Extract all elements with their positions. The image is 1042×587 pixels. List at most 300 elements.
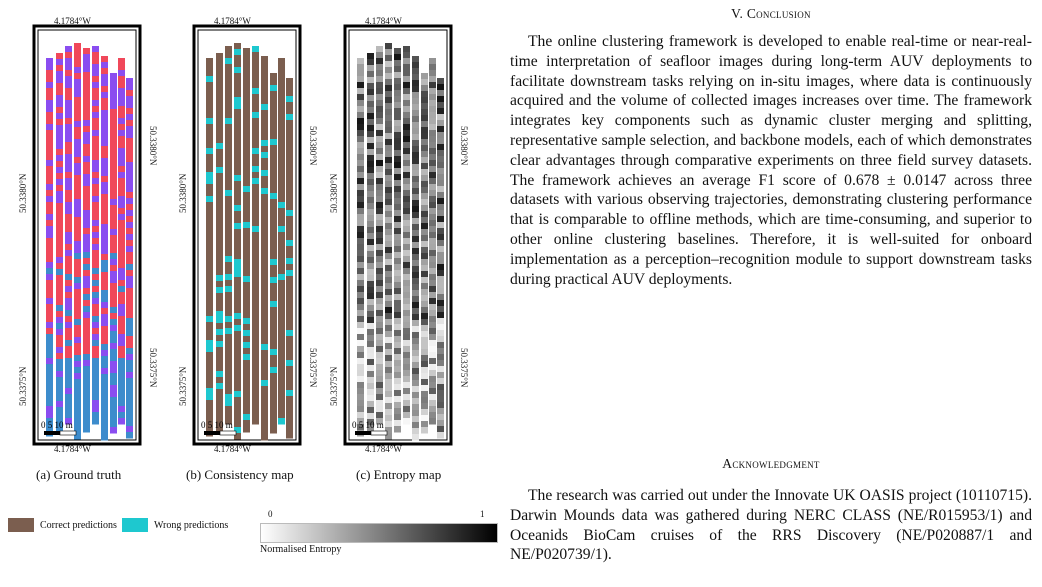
survey-track-cell [421, 127, 428, 134]
survey-track-cell [278, 184, 285, 191]
survey-track-cell [110, 421, 117, 428]
survey-track-cell [270, 241, 277, 248]
survey-track-cell [225, 298, 232, 305]
survey-track-cell [216, 371, 223, 378]
survey-track-cell [101, 188, 108, 195]
survey-track-cell [412, 170, 419, 177]
survey-track-cell [261, 272, 268, 279]
survey-track-cell [394, 126, 401, 133]
survey-track-cell [286, 78, 293, 85]
survey-track-cell [376, 316, 383, 323]
survey-track-cell [421, 181, 428, 188]
survey-track-cell [367, 401, 374, 408]
survey-track-cell [394, 162, 401, 169]
survey-track-cell [278, 376, 285, 383]
survey-track-cell [376, 292, 383, 299]
survey-track-cell [270, 325, 277, 332]
survey-track-cell [56, 335, 63, 342]
survey-track-cell [252, 268, 259, 275]
survey-track-cell [367, 317, 374, 324]
survey-track-cell [126, 258, 133, 265]
survey-track-cell [243, 360, 250, 367]
survey-track-cell [278, 340, 285, 347]
survey-track-cell [357, 334, 364, 341]
survey-track-cell [234, 205, 241, 212]
survey-track-cell [65, 328, 72, 335]
survey-track-cell [118, 106, 125, 113]
survey-track-cell [225, 196, 232, 203]
survey-track-cell [74, 295, 81, 302]
survey-track-cell [278, 100, 285, 107]
survey-track-cell [421, 385, 428, 392]
survey-track-cell [225, 100, 232, 107]
survey-track-cell [216, 107, 223, 114]
survey-track-cell [385, 367, 392, 374]
survey-track-cell [216, 251, 223, 258]
survey-track-cell [216, 161, 223, 168]
survey-track-cell [234, 409, 241, 416]
survey-track-cell [261, 152, 268, 159]
survey-track-cell [74, 379, 81, 386]
survey-track-cell [367, 359, 374, 366]
survey-track-cell [110, 109, 117, 116]
survey-track-cell [261, 212, 268, 219]
survey-track-cell [101, 422, 108, 429]
survey-track-cell [376, 124, 383, 131]
survey-track-cell [412, 416, 419, 423]
survey-track-cell [252, 58, 259, 65]
survey-track-cell [110, 403, 117, 410]
survey-track-cell [110, 157, 117, 164]
survey-track-cell [385, 301, 392, 308]
survey-track-cell [421, 151, 428, 158]
survey-track-cell [385, 115, 392, 122]
survey-track-cell [252, 76, 259, 83]
survey-track-cell [234, 397, 241, 404]
survey-track-cell [429, 364, 436, 371]
survey-track-cell [118, 166, 125, 173]
survey-track-cell [92, 364, 99, 371]
survey-track-cell [83, 360, 90, 367]
survey-track-cell [92, 58, 99, 65]
survey-track-cell [403, 112, 410, 119]
survey-track-cell [394, 222, 401, 229]
survey-track-cell [278, 304, 285, 311]
survey-track-cell [206, 214, 213, 221]
survey-track-cell [261, 62, 268, 69]
survey-track-cell [429, 160, 436, 167]
survey-track-cell [243, 120, 250, 127]
survey-track-cell [101, 92, 108, 99]
survey-track-cell [56, 257, 63, 264]
survey-track-cell [92, 106, 99, 113]
survey-track-cell [252, 328, 259, 335]
survey-track-cell [126, 198, 133, 205]
survey-track-cell [252, 310, 259, 317]
survey-track-cell [261, 260, 268, 267]
survey-track-cell [261, 170, 268, 177]
survey-track-cell [385, 79, 392, 86]
survey-track-cell [65, 202, 72, 209]
survey-track-cell [367, 227, 374, 234]
survey-track-cell [83, 246, 90, 253]
survey-track-cell [118, 316, 125, 323]
survey-track-cell [118, 58, 125, 65]
survey-track-cell [286, 114, 293, 121]
survey-track-cell [278, 406, 285, 413]
survey-track-cell [83, 366, 90, 373]
survey-track-cell [376, 406, 383, 413]
survey-track-cell [376, 382, 383, 389]
survey-track-cell [110, 307, 117, 314]
survey-track-cell [118, 376, 125, 383]
survey-track-cell [46, 322, 53, 329]
survey-track-cell [46, 112, 53, 119]
survey-track-cell [376, 214, 383, 221]
survey-track-cell [252, 154, 259, 161]
survey-track-cell [206, 334, 213, 341]
survey-track-cell [83, 66, 90, 73]
survey-track-cell [367, 95, 374, 102]
survey-track-cell [83, 312, 90, 319]
survey-track-cell [367, 191, 374, 198]
survey-track-cell [429, 262, 436, 269]
survey-track-cell [243, 222, 250, 229]
survey-track-cell [412, 326, 419, 333]
survey-track-cell [74, 265, 81, 272]
survey-track-cell [206, 178, 213, 185]
survey-track-cell [412, 266, 419, 273]
survey-track-cell [83, 216, 90, 223]
map-consistency [178, 16, 318, 458]
survey-track-cell [206, 226, 213, 233]
survey-track-cell [357, 340, 364, 347]
survey-track-cell [65, 316, 72, 323]
survey-track-cell [101, 56, 108, 63]
lon-label-top: 4.1784°W [214, 16, 251, 26]
survey-track-cell [74, 259, 81, 266]
survey-track-cell [110, 217, 117, 224]
survey-track-cell [376, 358, 383, 365]
survey-track-cell [403, 130, 410, 137]
survey-track-cell [412, 254, 419, 261]
survey-track-cell [261, 416, 268, 423]
survey-track-cell [234, 391, 241, 398]
survey-track-cell [126, 186, 133, 193]
survey-track-cell [83, 132, 90, 139]
survey-track-cell [270, 91, 277, 98]
survey-track-cell [92, 388, 99, 395]
survey-track-cell [83, 276, 90, 283]
survey-track-cell [286, 216, 293, 223]
survey-track-cell [412, 80, 419, 87]
survey-track-cell [101, 158, 108, 165]
survey-track-cell [101, 134, 108, 141]
survey-track-cell [252, 112, 259, 119]
survey-track-cell [252, 406, 259, 413]
survey-track-cell [367, 305, 374, 312]
survey-track-cell [357, 166, 364, 173]
survey-track-cell [421, 355, 428, 362]
survey-track-cell [110, 97, 117, 104]
survey-track-cell [56, 71, 63, 78]
survey-track-cell [403, 334, 410, 341]
survey-track-cell [270, 229, 277, 236]
survey-track-cell [74, 223, 81, 230]
survey-track-cell [65, 262, 72, 269]
survey-track-cell [216, 89, 223, 96]
survey-track-cell [278, 166, 285, 173]
survey-track-cell [367, 395, 374, 402]
survey-track-cell [225, 304, 232, 311]
survey-track-cell [252, 298, 259, 305]
survey-track-cell [74, 337, 81, 344]
survey-track-cell [92, 292, 99, 299]
survey-track-cell [46, 412, 53, 419]
survey-track-cell [65, 406, 72, 413]
survey-track-cell [74, 307, 81, 314]
survey-track-cell [56, 269, 63, 276]
survey-track-cell [206, 358, 213, 365]
survey-track-cell [403, 178, 410, 185]
lon-label-top: 4.1784°W [365, 16, 402, 26]
survey-track-cell [376, 70, 383, 77]
survey-track-cell [56, 143, 63, 150]
survey-track-cell [252, 412, 259, 419]
survey-track-cell [385, 409, 392, 416]
survey-track-cell [206, 64, 213, 71]
survey-track-cell [252, 364, 259, 371]
survey-track-cell [46, 94, 53, 101]
survey-track-cell [243, 84, 250, 91]
survey-track-cell [421, 175, 428, 182]
survey-track-cell [110, 163, 117, 170]
survey-track-cell [225, 178, 232, 185]
survey-track-cell [206, 364, 213, 371]
survey-track-cell [278, 358, 285, 365]
survey-track-cell [206, 310, 213, 317]
survey-track-cell [412, 290, 419, 297]
survey-track-cell [261, 380, 268, 387]
survey-track-cell [286, 414, 293, 421]
survey-track-cell [56, 161, 63, 168]
survey-track-cell [261, 428, 268, 435]
survey-track-cell [225, 76, 232, 83]
survey-track-cell [234, 289, 241, 296]
survey-track-cell [110, 373, 117, 380]
survey-track-cell [225, 220, 232, 227]
survey-track-cell [252, 388, 259, 395]
survey-track-cell [421, 415, 428, 422]
survey-track-cell [216, 263, 223, 270]
map-entropy [329, 16, 469, 458]
survey-track-cell [46, 310, 53, 317]
survey-track-cell [74, 109, 81, 116]
survey-track-cell [376, 340, 383, 347]
survey-track-cell [367, 155, 374, 162]
survey-track-cell [118, 202, 125, 209]
survey-track-cell [385, 343, 392, 350]
survey-track-cell [270, 115, 277, 122]
survey-track-cell [65, 196, 72, 203]
survey-track-cell [65, 310, 72, 317]
survey-track-cell [385, 133, 392, 140]
survey-track-cell [286, 90, 293, 97]
survey-track-cell [101, 98, 108, 105]
map-ground-truth [18, 16, 158, 458]
survey-track-cell [429, 382, 436, 389]
survey-track-cell [83, 240, 90, 247]
survey-track-cell [403, 346, 410, 353]
survey-track-cell [83, 288, 90, 295]
survey-track-cell [278, 322, 285, 329]
survey-track-cell [278, 196, 285, 203]
survey-track-cell [429, 322, 436, 329]
survey-track-cell [243, 144, 250, 151]
survey-track-cell [429, 400, 436, 407]
survey-track-cell [225, 202, 232, 209]
survey-track-cell [56, 53, 63, 60]
survey-track-cell [243, 102, 250, 109]
survey-track-cell [278, 388, 285, 395]
survey-track-cell [403, 220, 410, 227]
survey-track-cell [278, 382, 285, 389]
survey-track-cell [92, 322, 99, 329]
survey-track-cell [252, 382, 259, 389]
survey-track-cell [206, 154, 213, 161]
survey-track-cell [56, 275, 63, 282]
survey-track-cell [46, 214, 53, 221]
survey-track-cell [65, 136, 72, 143]
survey-track-cell [270, 301, 277, 308]
survey-track-cell [46, 376, 53, 383]
survey-track-cell [376, 370, 383, 377]
survey-track-cell [56, 227, 63, 234]
survey-track-cell [83, 234, 90, 241]
survey-track-cell [367, 257, 374, 264]
survey-track-cell [437, 108, 444, 115]
survey-track-cell [412, 428, 419, 435]
survey-track-cell [234, 271, 241, 278]
survey-track-cell [234, 79, 241, 86]
survey-track-cell [286, 228, 293, 235]
survey-track-cell [270, 109, 277, 116]
survey-track-cell [101, 284, 108, 291]
survey-track-cell [126, 288, 133, 295]
survey-track-cell [225, 88, 232, 95]
survey-track-cell [118, 334, 125, 341]
correct-label: Correct predictions [40, 519, 117, 531]
survey-track-cell [46, 280, 53, 287]
survey-track-cell [83, 372, 90, 379]
survey-track-cell [101, 86, 108, 93]
survey-track-cell [278, 310, 285, 317]
survey-track-cell [92, 76, 99, 83]
survey-track-cell [74, 49, 81, 56]
survey-track-cell [216, 173, 223, 180]
survey-track-cell [118, 208, 125, 215]
survey-track-cell [118, 154, 125, 161]
survey-track-cell [118, 400, 125, 407]
survey-track-cell [270, 205, 277, 212]
survey-track-cell [357, 214, 364, 221]
survey-track-cell [243, 126, 250, 133]
survey-track-cell [357, 226, 364, 233]
lat-label-right-lower: 50.3375°N [148, 348, 158, 388]
survey-track-cell [74, 325, 81, 332]
survey-track-cell [74, 121, 81, 128]
survey-track-cell [46, 208, 53, 215]
survey-track-cell [357, 232, 364, 239]
survey-track-cell [110, 349, 117, 356]
survey-track-cell [225, 142, 232, 149]
survey-track-cell [243, 288, 250, 295]
survey-track-cell [243, 162, 250, 169]
survey-track-cell [412, 188, 419, 195]
survey-track-cell [83, 168, 90, 175]
survey-track-cell [421, 271, 428, 278]
survey-track-cell [110, 427, 117, 434]
survey-track-cell [367, 293, 374, 300]
survey-track-cell [110, 271, 117, 278]
survey-track-cell [357, 136, 364, 143]
survey-track-cell [225, 118, 232, 125]
survey-track-cell [74, 217, 81, 224]
survey-track-cell [46, 364, 53, 371]
survey-track-cell [385, 391, 392, 398]
survey-track-cell [206, 106, 213, 113]
survey-track-cell [437, 90, 444, 97]
survey-track-cell [216, 209, 223, 216]
survey-track-cell [216, 149, 223, 156]
survey-track-cell [286, 102, 293, 109]
survey-track-cell [385, 385, 392, 392]
survey-track-cell [252, 190, 259, 197]
survey-track-cell [56, 359, 63, 366]
survey-track-cell [385, 97, 392, 104]
survey-track-cell [243, 48, 250, 55]
survey-track-cell [429, 178, 436, 185]
survey-track-cell [437, 252, 444, 259]
survey-track-cell [234, 217, 241, 224]
survey-track-cell [394, 294, 401, 301]
survey-track-cell [92, 340, 99, 347]
survey-track-cell [56, 317, 63, 324]
survey-track-cell [225, 400, 232, 407]
survey-track-cell [376, 112, 383, 119]
survey-track-cell [367, 347, 374, 354]
survey-track-cell [270, 283, 277, 290]
survey-track-cell [421, 205, 428, 212]
survey-track-cell [429, 328, 436, 335]
survey-track-cell [65, 106, 72, 113]
survey-track-cell [216, 113, 223, 120]
survey-track-cell [429, 250, 436, 257]
survey-track-cell [126, 270, 133, 277]
survey-track-cell [74, 349, 81, 356]
survey-track-cell [429, 406, 436, 413]
survey-track-cell [376, 322, 383, 329]
survey-track-cell [286, 174, 293, 181]
survey-track-cell [101, 374, 108, 381]
survey-track-cell [437, 78, 444, 85]
survey-track-cell [270, 181, 277, 188]
survey-track-cell [261, 248, 268, 255]
survey-track-cell [437, 258, 444, 265]
survey-track-cell [252, 250, 259, 257]
survey-track-cell [65, 394, 72, 401]
survey-track-cell [74, 91, 81, 98]
